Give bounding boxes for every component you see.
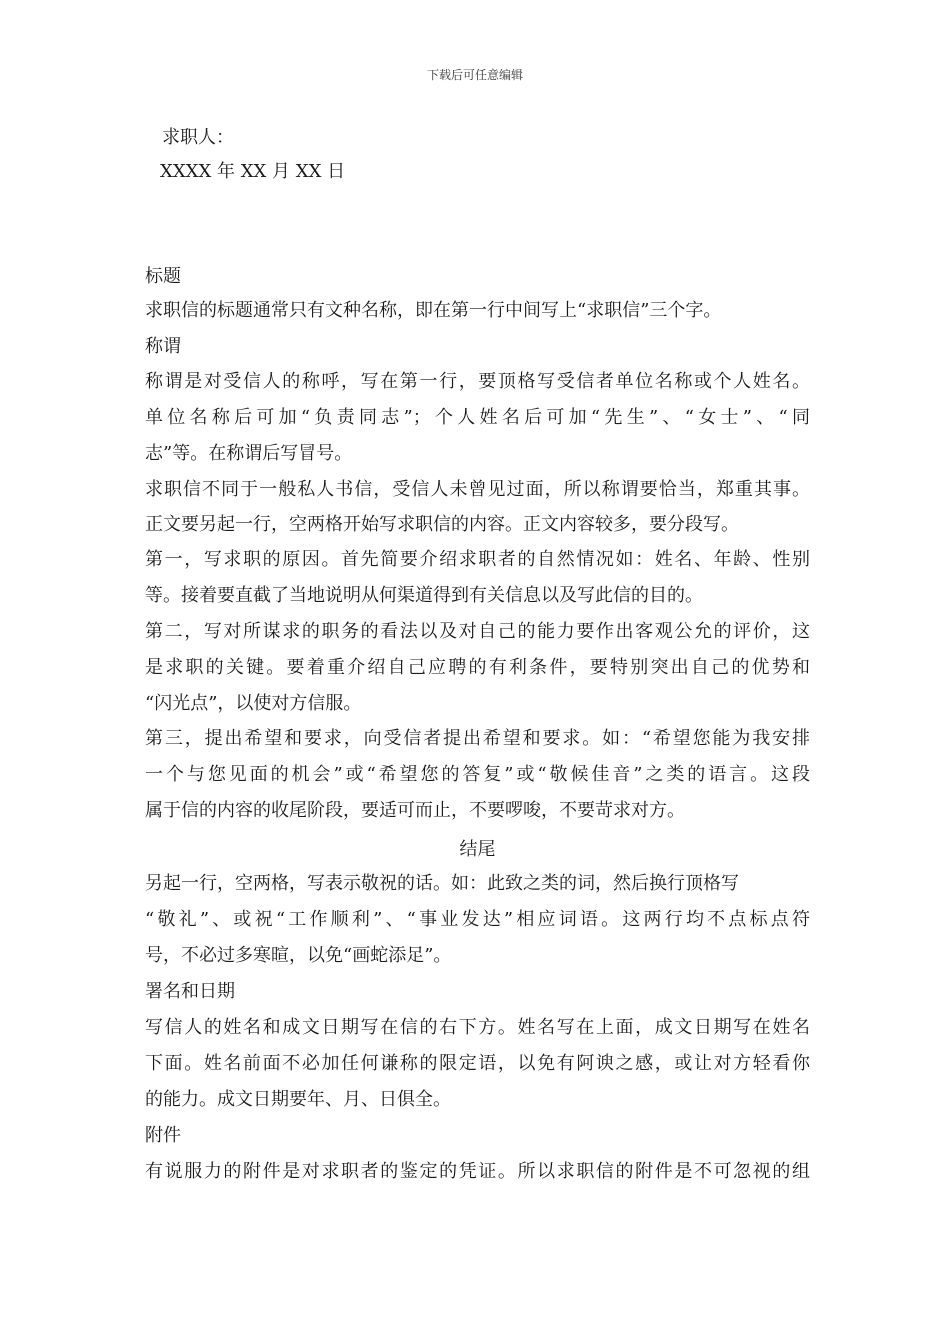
- body-line: 第三，提出希望和要求，向受信者提出希望和要求。如：“希望您能为我安排: [145, 728, 810, 749]
- body-line: 求职信不同于一般私人书信，受信人未曾见过面，所以称谓要恰当，郑重其事。: [145, 479, 810, 500]
- signature-date: XXXX 年 XX 月 XX 日: [160, 161, 346, 182]
- body-line: 第二，写对所谋求的职务的看法以及对自己的能力要作出客观公允的评价，这: [145, 621, 810, 642]
- body-line: 单位名称后可加“负责同志”；个人姓名后可加“先生”、“女士”、“同: [145, 407, 810, 428]
- section-heading-title: 标题: [145, 266, 181, 287]
- section-heading-closing: 结尾: [459, 839, 496, 860]
- section-heading-attachment: 附件: [145, 1125, 181, 1146]
- section-heading-salutation: 称谓: [145, 336, 181, 357]
- body-line: 的能力。成文日期要年、月、日俱全。: [145, 1089, 451, 1110]
- body-line: 另起一行，空两格，写表示敬祝的话。如：此致之类的词，然后换行顶格写: [145, 873, 739, 894]
- body-line: 写信人的姓名和成文日期写在信的右下方。姓名写在上面，成文日期写在姓名: [145, 1017, 810, 1038]
- body-line: 下面。姓名前面不必加任何谦称的限定语，以免有阿谀之感，或让对方轻看你: [145, 1053, 810, 1074]
- body-line: 属于信的内容的收尾阶段，要适可而止，不要啰唆，不要苛求对方。: [145, 800, 685, 821]
- body-line: 求职信的标题通常只有文种名称，即在第一行中间写上“求职信”三个字。: [145, 300, 722, 321]
- page-header: 下载后可任意编辑: [426, 68, 523, 82]
- body-line: 有说服力的附件是对求职者的鉴定的凭证。所以求职信的附件是不可忽视的组: [145, 1161, 810, 1182]
- section-heading-signature-date: 署名和日期: [145, 981, 235, 1002]
- body-line: “敬礼”、或祝“工作顺利”、“事业发达”相应词语。这两行均不点标点符: [145, 909, 810, 930]
- body-line: 一个与您见面的机会”或“希望您的答复”或“敬候佳音”之类的语言。这段: [145, 764, 810, 785]
- body-line: “闪光点”，以使对方信服。: [145, 693, 362, 714]
- body-line: 是求职的关键。要着重介绍自己应聘的有利条件，要特别突出自己的优势和: [145, 657, 810, 678]
- body-line: 号，不必过多寒暄，以免“画蛇添足”。: [145, 945, 452, 966]
- body-line: 第一，写求职的原因。首先简要介绍求职者的自然情况如：姓名、年龄、性别: [145, 549, 810, 570]
- body-line: 志”等。在称谓后写冒号。: [145, 443, 353, 464]
- body-line: 正文要另起一行，空两格开始写求职信的内容。正文内容较多，要分段写。: [145, 514, 739, 535]
- body-line: 等。接着要直截了当地说明从何渠道得到有关信息以及写此信的目的。: [145, 585, 703, 606]
- body-line: 称谓是对受信人的称呼，写在第一行，要顶格写受信者单位名称或个人姓名。: [145, 371, 810, 392]
- signature-applicant: 求职人：: [162, 127, 234, 148]
